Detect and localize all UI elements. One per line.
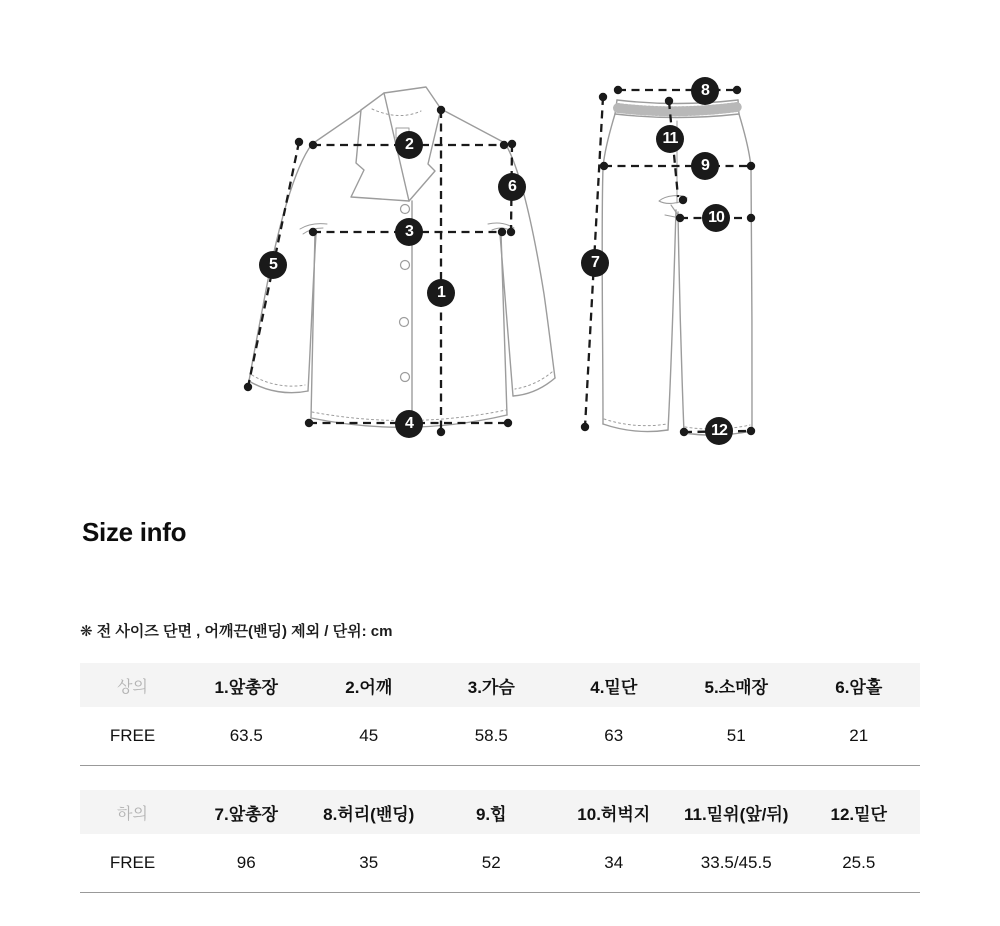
- column-header: 1.앞총장: [185, 663, 308, 707]
- size-cell: FREE: [80, 707, 185, 765]
- size-cell: FREE: [80, 834, 185, 892]
- table-header-row: [80, 790, 920, 834]
- column-header: 12.밑단: [798, 790, 921, 834]
- value-cell: 34: [553, 834, 676, 892]
- measure-badge-4: 4: [395, 410, 423, 438]
- value-cell: 21: [798, 707, 921, 765]
- measure-badge-8: 8: [691, 77, 719, 105]
- column-header: 9.힙: [430, 790, 553, 834]
- measure-badge-1: 1: [427, 279, 455, 307]
- column-header: 10.허벅지: [553, 790, 676, 834]
- page-title: Size info: [82, 517, 187, 547]
- value-cell: 58.5: [430, 707, 553, 765]
- measure-badge-6: 6: [498, 173, 526, 201]
- measure-badge-5: 5: [259, 251, 287, 279]
- measurement-note: ❋ 전 사이즈 단면 , 어깨끈(밴딩) 제외 / 단위: cm: [80, 623, 393, 640]
- column-header: 2.어깨: [308, 663, 431, 707]
- table-row: [80, 707, 920, 765]
- top-size-table: [80, 663, 920, 766]
- value-cell: 63.5: [185, 707, 308, 765]
- column-header: 6.암홀: [798, 663, 921, 707]
- value-cell: 96: [185, 834, 308, 892]
- table-row: [80, 834, 920, 892]
- garment-label-bottom: 하의: [80, 790, 185, 834]
- measure-badge-3: 3: [395, 218, 423, 246]
- bottom-size-table: [80, 790, 920, 893]
- table-header-row: [80, 663, 920, 707]
- value-cell: 25.5: [798, 834, 921, 892]
- garment-label-top: 상의: [80, 663, 185, 707]
- measure-badge-9: 9: [691, 152, 719, 180]
- column-header: 8.허리(밴딩): [308, 790, 431, 834]
- value-cell: 63: [553, 707, 676, 765]
- measure-badge-2: 2: [395, 131, 423, 159]
- measure-badge-7: 7: [581, 249, 609, 277]
- column-header: 3.가슴: [430, 663, 553, 707]
- measure-badge-11: 11: [656, 125, 684, 153]
- value-cell: 35: [308, 834, 431, 892]
- column-header: 7.앞총장: [185, 790, 308, 834]
- value-cell: 51: [675, 707, 798, 765]
- value-cell: 45: [308, 707, 431, 765]
- value-cell: 52: [430, 834, 553, 892]
- column-header: 5.소매장: [675, 663, 798, 707]
- measure-badge-10: 10: [702, 204, 730, 232]
- column-header: 11.밑위(앞/뒤): [675, 790, 798, 834]
- column-header: 4.밑단: [553, 663, 676, 707]
- measure-badge-12: 12: [705, 417, 733, 445]
- value-cell: 33.5/45.5: [675, 834, 798, 892]
